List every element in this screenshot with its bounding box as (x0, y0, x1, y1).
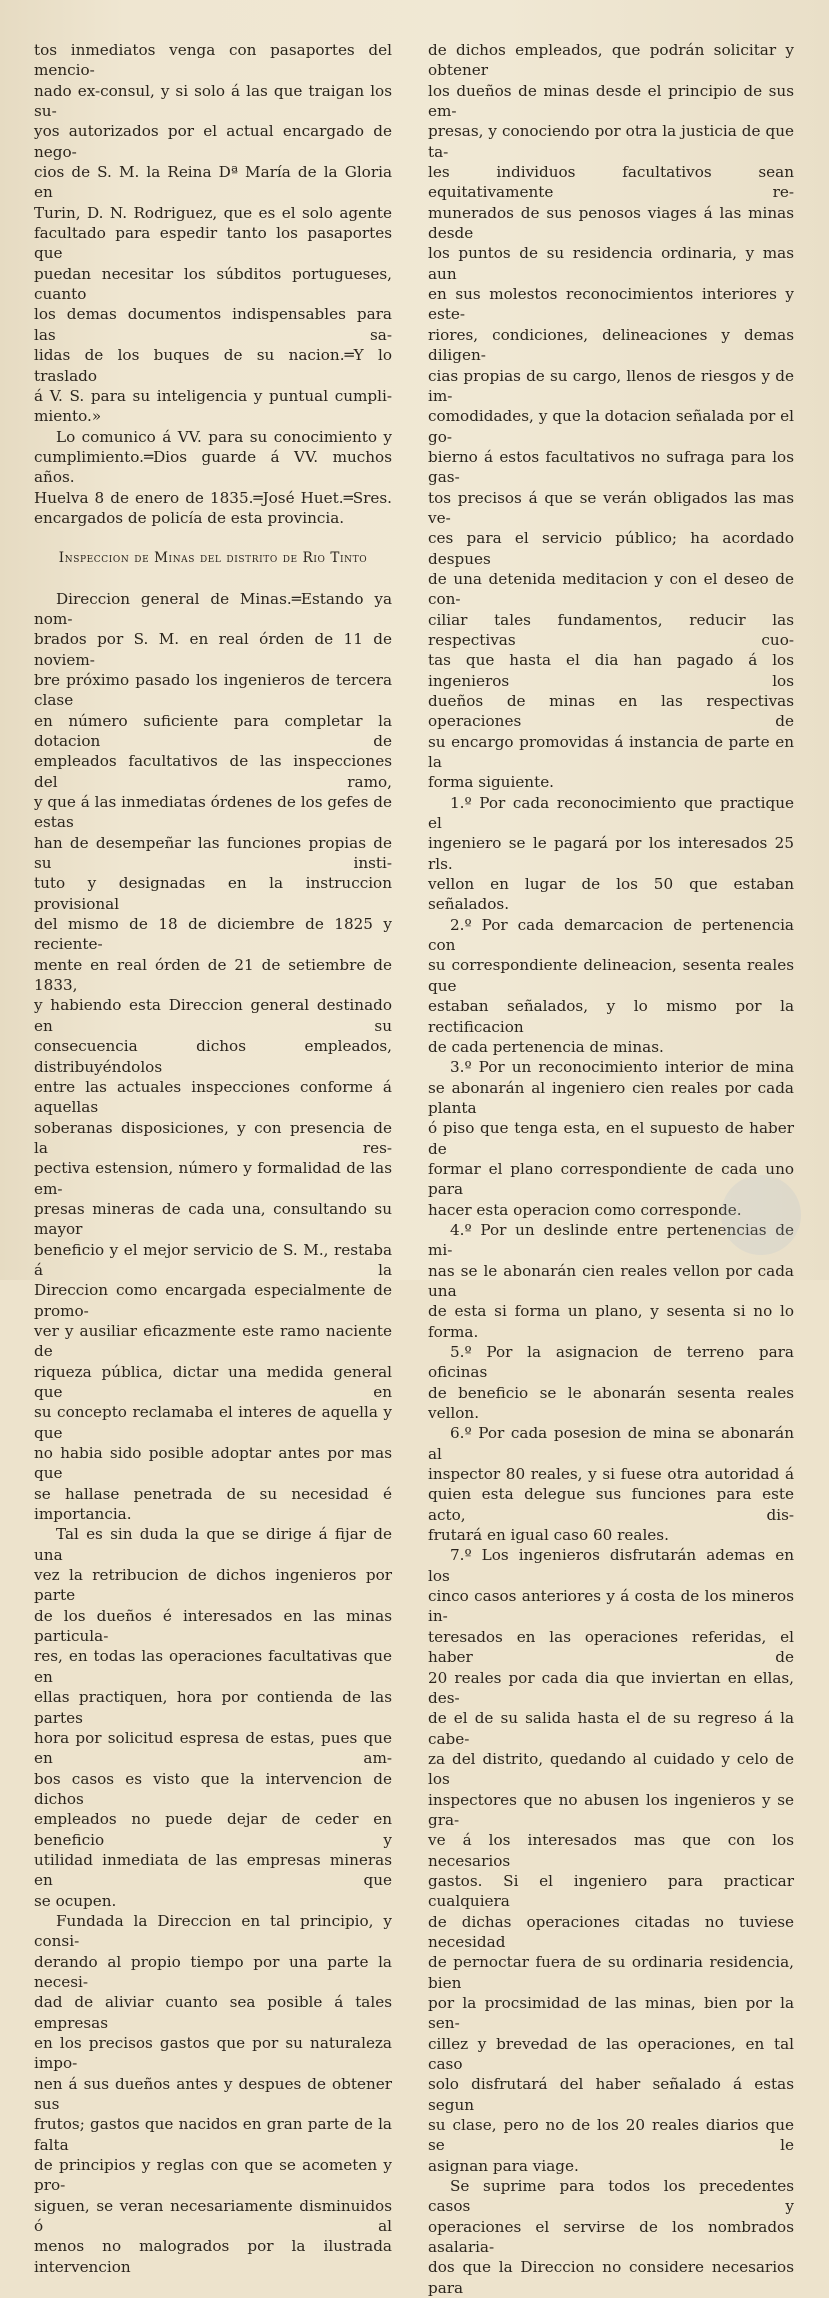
text-line: brados por S. M. en real órden de 11 de noviem- (34, 630, 392, 669)
text-line: se ocupen. (34, 1891, 117, 1910)
text-line: de principios y reglas con que se acometen y pro- (34, 2156, 392, 2195)
text-line: miento.» (34, 407, 102, 426)
text-line: inspector 80 reales, y si fuese otra autoridad á (428, 1465, 794, 1484)
text-line: Direccion como encargada especialmente de promo- (34, 1281, 392, 1320)
text-line: dos que la Direccion no considere necesarios para (428, 2258, 794, 2297)
text-line: y que á las inmediatas órdenes de los gefes de estas (34, 793, 392, 832)
text-line: cios de S. M. la Reina Dª María de la Gloria en (34, 163, 392, 202)
text-line: ó piso que tenga esta, en el supuesto de haber de (428, 1119, 794, 1158)
text-line: forma. (428, 1322, 479, 1341)
text-line: ellas practiquen, hora por contienda de las partes (34, 1688, 392, 1727)
text-line: soberanas disposiciones, y con presencia de la res- (34, 1118, 392, 1157)
text-line: gastos. Si el ingeniero para practicar cualquiera (428, 1871, 794, 1911)
text-line: riqueza pública, dictar una medida general que en (34, 1362, 392, 1401)
text-line: 2.º Por cada demarcacion de pertenencia con (428, 915, 794, 955)
paragraph-supresion (428, 2176, 794, 2298)
text-line: Tal es sin duda la que se dirige á fijar de una (34, 1525, 392, 1564)
text-line: dad de aliviar cuanto sea posible á tales empresas (34, 1993, 392, 2032)
text-line: asignan para viage. (428, 2156, 579, 2175)
paragraph-passport-notice (34, 40, 392, 427)
text-line: formar el plano correspondiente de cada uno para (428, 1159, 794, 1199)
rule-5 (428, 1342, 794, 1423)
text-line: mente en real órden de 21 de setiembre de 1833, (34, 955, 392, 995)
text-line: de una detenida meditacion y con el deseo de con- (428, 569, 794, 609)
text-line: pectiva estension, número y formalidad de las em- (34, 1159, 392, 1198)
text-line: dueños de minas en las respectivas operaciones de (428, 692, 794, 731)
text-line: su correspondiente delineacion, sesenta reales que (428, 956, 794, 995)
text-line: res, en todas las operaciones facultativas que en (34, 1647, 392, 1686)
text-line: ver y ausiliar eficazmente este ramo naciente de (34, 1321, 392, 1361)
text-line: siguen, se veran necesariamente disminuidos ó al (34, 2196, 392, 2236)
text-line: Fundada la Direccion en tal principio, y consi- (34, 1911, 392, 1951)
text-line: empleados no puede dejar de ceder en beneficio y (34, 1810, 392, 1849)
text-line: riores, condiciones, delineaciones y demas diligen- (428, 325, 794, 365)
text-line: menos no malogrados por la ilustrada intervencion (34, 2237, 392, 2276)
text-line: cumplimiento.═Dios guarde á VV. muchos años. (34, 447, 392, 487)
text-line: frutará en igual caso 60 reales. (428, 1526, 669, 1545)
text-line: á V. S. para su inteligencia y puntual cumpli- (34, 386, 392, 405)
text-line: les individuos facultativos sean equitativamente re- (428, 163, 794, 202)
text-line: tos inmediatos venga con pasaportes del mencio- (34, 41, 392, 80)
text-line: inspectores que no abusen los ingenieros y se gra- (428, 1790, 794, 1829)
text-line: cinco casos anteriores y á costa de los mineros in- (428, 1587, 794, 1626)
paragraph-communication (34, 427, 392, 529)
text-line: de el de su salida hasta el de su regreso á la cabe- (428, 1709, 794, 1748)
text-line: los demas documentos indispensables para las sa- (34, 305, 392, 344)
text-line: de dichos empleados, que podrán solicitar y obtener (428, 41, 794, 80)
text-line: nado ex-consul, y si solo á las que traigan los su- (34, 81, 392, 121)
text-line: de pernoctar fuera de su ordinaria residencia, bien (428, 1953, 794, 1992)
text-line: hora por solicitud espresa de estas, pues que en am- (34, 1728, 392, 1768)
text-line: comodidades, y que la dotacion señalada por el go- (428, 407, 794, 446)
text-line: Huelva 8 de enero de 1835.═José Huet.═Sres. (34, 488, 392, 507)
text-line: 6.º Por cada posesion de mina se abonarán al (428, 1424, 794, 1463)
text-line: se abonarán al ingeniero cien reales por cada planta (428, 1078, 794, 1117)
text-line: munerados de sus penosos viages á las minas desde (428, 203, 794, 243)
text-line: nas se le abonarán cien reales vellon por cada una (428, 1261, 794, 1300)
text-line: ciliar tales fundamentos, reducir las respectivas cuo- (428, 610, 794, 649)
text-line: hacer esta operacion como corresponde. (428, 1200, 742, 1219)
text-line: operaciones el servirse de los nombrados asalaria- (428, 2217, 794, 2257)
text-line: entre las actuales inspecciones conforme á aquellas (34, 1077, 392, 1117)
text-line: se hallase penetrada de su necesidad é importancia. (34, 1484, 392, 1524)
text-line: su concepto reclamaba el interes de aquella y que (34, 1403, 392, 1442)
text-line: vez la retribucion de dichos ingenieros por parte (34, 1566, 392, 1605)
text-line: 3.º Por un reconocimiento interior de mina (450, 1058, 794, 1077)
right-column (428, 40, 794, 2298)
text-line: Lo comunico á VV. para su conocimiento y (56, 427, 392, 446)
text-line: de dichas operaciones citadas no tuviese necesidad (428, 1912, 794, 1951)
rule-6 (428, 1423, 794, 1545)
text-line: derando al propio tiempo por una parte la necesi- (34, 1952, 392, 1991)
text-line: de cada pertenencia de minas. (428, 1037, 664, 1056)
text-line: de los dueños é interesados en las minas particula- (34, 1606, 392, 1646)
text-line: cillez y brevedad de las operaciones, en tal caso (428, 2034, 794, 2074)
text-line: tuto y designadas en la instruccion provisional (34, 874, 392, 913)
paper-stain (721, 1175, 801, 1255)
text-line: 5.º Por la asignacion de terreno para oficinas (428, 1343, 794, 1382)
rule-1 (428, 793, 794, 915)
text-line: 1.º Por cada reconocimiento que practique el (428, 793, 794, 833)
text-line: presas, y conociendo por otra la justicia de que ta- (428, 122, 794, 161)
text-line: beneficio y el mejor servicio de S. M., restaba á la (34, 1240, 392, 1279)
text-line: 20 reales por cada dia que inviertan en ellas, des- (428, 1668, 794, 1707)
text-line: del mismo de 18 de diciembre de 1825 y reciente- (34, 915, 392, 954)
text-line: su clase, pero no de los 20 reales diarios que se le (428, 2116, 794, 2155)
text-line: presas mineras de cada una, consultando su mayor (34, 1199, 392, 1239)
text-line: utilidad inmediata de las empresas mineras en que (34, 1850, 392, 1890)
text-line: consecuencia dichos empleados, distribuyéndolos (34, 1037, 392, 1076)
text-line: Turin, D. N. Rodriguez, que es el solo agente (34, 203, 392, 222)
text-line: forma siguiente. (428, 773, 555, 792)
text-line: 4.º Por un deslinde entre pertenencias de mi- (428, 1220, 794, 1260)
text-line: Se suprime para todos los precedentes casos y (428, 2177, 794, 2216)
paragraph-retribucion (34, 1524, 392, 1911)
text-line: en sus molestos reconocimientos interiores y este- (428, 285, 794, 324)
text-line: los dueños de minas desde el principio de sus em- (428, 81, 794, 121)
text-line: no habia sido posible adoptar antes por mas que (34, 1444, 392, 1483)
text-line: lidas de los buques de su nacion.═Y lo traslado (34, 346, 392, 385)
text-line: han de desempeñar las funciones propias de su insti- (34, 833, 392, 873)
text-line: estaban señalados, y lo mismo por la rectificacion (428, 997, 794, 1036)
text-line: tas que hasta el dia han pagado á los ingenieros los (428, 651, 794, 690)
text-line: por la procsimidad de las minas, bien por la sen- (428, 1994, 794, 2033)
text-line: puedan necesitar los súbditos portugueses, cuanto (34, 264, 392, 304)
paragraph-direccion-general (34, 589, 392, 1525)
text-line: bre próximo pasado los ingenieros de tercera clase (34, 670, 392, 710)
text-line: y habiendo esta Direccion general destinado en su (34, 996, 392, 1035)
text-line: ve á los interesados mas que con los necesarios (428, 1831, 794, 1870)
text-line: tos precisos á que se verán obligados las mas ve- (428, 488, 794, 527)
text-line: ingeniero se le pagará por los interesados 25 rls. (428, 834, 794, 873)
paragraph-fundada (34, 1911, 392, 2277)
text-line: Direccion general de Minas.═Estando ya nom- (34, 589, 392, 628)
paragraph-continuation (428, 40, 794, 793)
rule-2 (428, 915, 794, 1057)
text-line: bos casos es visto que la intervencion de dichos (34, 1769, 392, 1808)
text-line: cias propias de su cargo, llenos de riesgos y de im- (428, 366, 794, 405)
section-heading: Inspeccion de Minas del distrito de Rio Tinto (58, 550, 368, 567)
text-line: encargados de policía de esta provincia. (34, 508, 345, 527)
text-line: teresados en las operaciones referidas, el haber de (428, 1627, 794, 1667)
text-line: ces para el servicio público; ha acordado despues (428, 529, 794, 568)
text-line: frutos; gastos que nacidos en gran parte de la falta (34, 2115, 392, 2154)
text-line: nen á sus dueños antes y despues de obtener sus (34, 2074, 392, 2114)
text-line: su encargo promovidas á instancia de parte en la (428, 732, 794, 772)
text-line: facultado para espedir tanto los pasaportes que (34, 224, 392, 263)
text-line: solo disfrutará del haber señalado á estas segun (428, 2075, 794, 2114)
rule-7 (428, 1545, 794, 2176)
text-line: empleados facultativos de las inspecciones del ramo, (34, 752, 392, 791)
text-line: vellon en lugar de los 50 que estaban señalados. (428, 875, 794, 914)
text-line: quien esta delegue sus funciones para este acto, dis- (428, 1485, 794, 1524)
text-line: de esta si forma un plano, y sesenta si no lo (428, 1302, 794, 1321)
text-line: bierno á estos facultativos no sufraga para los gas- (428, 447, 794, 487)
text-line: los puntos de su residencia ordinaria, y mas aun (428, 244, 794, 283)
text-line: de beneficio se le abonarán sesenta reales vellon. (428, 1383, 794, 1423)
text-line: en los precisos gastos que por su naturaleza impo- (34, 2034, 392, 2073)
text-line: 7.º Los ingenieros disfrutarán ademas en los (428, 1546, 794, 1585)
left-column (34, 40, 392, 2277)
text-line: za del distrito, quedando al cuidado y celo de los (428, 1749, 794, 1789)
text-line: en número suficiente para completar la dotacion de (34, 711, 392, 750)
text-line: yos autorizados por el actual encargado de nego- (34, 122, 392, 161)
